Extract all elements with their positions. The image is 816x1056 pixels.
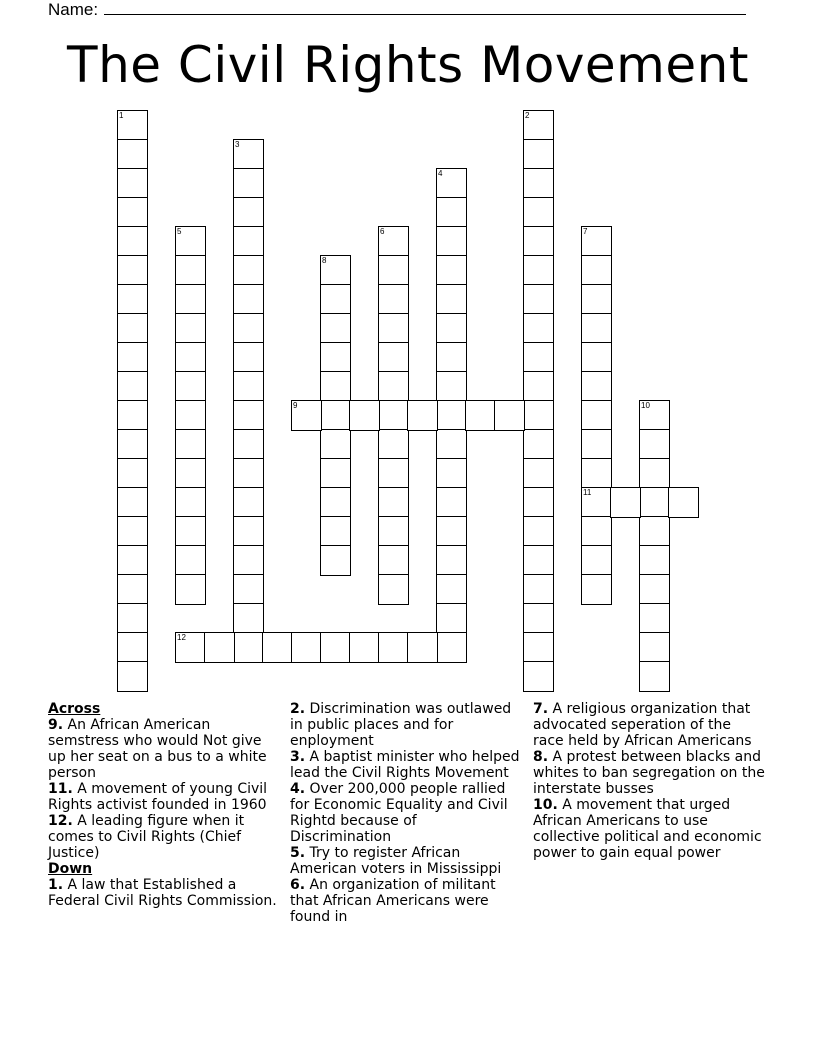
grid-cell[interactable] xyxy=(523,487,554,518)
grid-cell[interactable] xyxy=(117,458,148,489)
grid-cell[interactable] xyxy=(175,545,206,576)
grid-cell[interactable] xyxy=(581,574,612,605)
grid-cell[interactable] xyxy=(436,168,467,199)
clue-text: An organization of militant that African Americans were found in xyxy=(290,877,496,925)
grid-cell[interactable] xyxy=(378,487,409,518)
grid-cell[interactable] xyxy=(610,487,641,518)
clue-down-4 xyxy=(290,781,522,845)
grid-cell[interactable] xyxy=(436,226,467,257)
clue-number: 6. xyxy=(290,877,306,893)
grid-cell[interactable] xyxy=(320,313,351,344)
grid-cell[interactable] xyxy=(117,487,148,518)
grid-cell[interactable] xyxy=(581,284,612,315)
clue-column-1 xyxy=(48,701,280,909)
grid-cell[interactable] xyxy=(581,313,612,344)
grid-cell[interactable] xyxy=(523,661,554,692)
grid-cell[interactable] xyxy=(436,313,467,344)
grid-cell[interactable] xyxy=(378,632,409,663)
clue-down-10 xyxy=(533,797,765,861)
grid-cell[interactable] xyxy=(378,342,409,373)
clue-across-12 xyxy=(48,813,280,861)
clue-down-5 xyxy=(290,845,522,877)
grid-cell[interactable] xyxy=(175,226,206,257)
grid-cell[interactable] xyxy=(639,487,670,518)
clue-number: 1. xyxy=(48,877,64,893)
grid-cell[interactable] xyxy=(117,284,148,315)
grid-cell[interactable] xyxy=(378,226,409,257)
grid-cell[interactable] xyxy=(523,603,554,634)
clue-column-2 xyxy=(290,701,522,925)
across-heading: Across xyxy=(48,701,101,717)
grid-cell[interactable] xyxy=(436,458,467,489)
grid-cell[interactable] xyxy=(378,516,409,547)
grid-cell[interactable] xyxy=(378,429,409,460)
clue-number: 11. xyxy=(48,781,73,797)
grid-cell[interactable] xyxy=(668,487,699,518)
grid-cell[interactable] xyxy=(233,603,264,634)
clue-text: A movement that urged African Americans to use collective political and economic power to gain equal power xyxy=(533,797,762,861)
grid-cell[interactable] xyxy=(320,545,351,576)
grid-cell[interactable] xyxy=(320,371,351,402)
grid-cell[interactable] xyxy=(581,545,612,576)
grid-cell[interactable] xyxy=(175,429,206,460)
grid-cell[interactable] xyxy=(349,632,380,663)
grid-cell[interactable] xyxy=(436,516,467,547)
grid-cell[interactable] xyxy=(436,545,467,576)
grid-cell[interactable] xyxy=(581,516,612,547)
grid-cell[interactable] xyxy=(233,487,264,518)
clue-text: Discrimination was outlawed in public places and for enployment xyxy=(290,701,512,749)
cell-number: 6 xyxy=(380,227,385,236)
grid-cell[interactable] xyxy=(378,458,409,489)
grid-cell[interactable] xyxy=(378,255,409,286)
grid-cell[interactable] xyxy=(581,342,612,373)
clue-number: 5. xyxy=(290,845,306,861)
grid-cell[interactable] xyxy=(175,342,206,373)
grid-cell[interactable] xyxy=(262,632,293,663)
grid-cell[interactable] xyxy=(117,603,148,634)
grid-cell[interactable] xyxy=(523,226,554,257)
cell-number: 7 xyxy=(583,227,588,236)
grid-cell[interactable] xyxy=(378,313,409,344)
grid-cell[interactable] xyxy=(378,574,409,605)
grid-cell[interactable] xyxy=(639,545,670,576)
grid-cell[interactable] xyxy=(233,574,264,605)
grid-cell[interactable] xyxy=(175,487,206,518)
grid-cell[interactable] xyxy=(639,516,670,547)
grid-cell[interactable] xyxy=(233,139,264,170)
grid-cell[interactable] xyxy=(436,400,467,431)
grid-cell[interactable] xyxy=(117,342,148,373)
grid-cell[interactable] xyxy=(117,371,148,402)
grid-cell[interactable] xyxy=(117,400,148,431)
grid-cell[interactable] xyxy=(639,661,670,692)
grid-cell[interactable] xyxy=(291,632,322,663)
grid-cell[interactable] xyxy=(523,429,554,460)
cell-number: 8 xyxy=(322,256,327,265)
grid-cell[interactable] xyxy=(523,197,554,228)
grid-cell[interactable] xyxy=(175,516,206,547)
grid-cell[interactable] xyxy=(581,400,612,431)
grid-cell[interactable] xyxy=(407,400,438,431)
cell-number: 2 xyxy=(525,111,530,120)
grid-cell[interactable] xyxy=(320,516,351,547)
grid-cell[interactable] xyxy=(175,313,206,344)
grid-cell[interactable] xyxy=(639,429,670,460)
clue-number: 8. xyxy=(533,749,549,765)
clue-number: 4. xyxy=(290,781,306,797)
clue-number: 2. xyxy=(290,701,306,717)
grid-cell[interactable] xyxy=(175,632,206,663)
grid-cell[interactable] xyxy=(117,661,148,692)
grid-cell[interactable] xyxy=(233,197,264,228)
grid-cell[interactable] xyxy=(233,226,264,257)
page-title: The Civil Rights Movement xyxy=(67,36,749,94)
cell-number: 9 xyxy=(293,401,298,410)
grid-cell[interactable] xyxy=(175,400,206,431)
down-heading: Down xyxy=(48,861,93,877)
name-label: Name: xyxy=(48,0,99,19)
clue-number: 7. xyxy=(533,701,549,717)
grid-cell[interactable] xyxy=(523,168,554,199)
grid-cell[interactable] xyxy=(117,545,148,576)
grid-cell[interactable] xyxy=(378,545,409,576)
grid-cell[interactable] xyxy=(117,516,148,547)
grid-cell[interactable] xyxy=(117,168,148,199)
grid-cell[interactable] xyxy=(494,400,525,431)
grid-cell[interactable] xyxy=(523,632,554,663)
grid-cell[interactable] xyxy=(581,458,612,489)
grid-cell[interactable] xyxy=(117,139,148,170)
grid-cell[interactable] xyxy=(320,632,351,663)
grid-cell[interactable] xyxy=(320,255,351,286)
grid-cell[interactable] xyxy=(523,516,554,547)
grid-cell[interactable] xyxy=(175,574,206,605)
grid-cell[interactable] xyxy=(117,255,148,286)
grid-cell[interactable] xyxy=(523,313,554,344)
cell-number: 10 xyxy=(641,401,650,410)
grid-cell[interactable] xyxy=(436,284,467,315)
cell-number: 12 xyxy=(177,633,186,642)
grid-cell[interactable] xyxy=(117,574,148,605)
grid-cell[interactable] xyxy=(175,371,206,402)
grid-cell[interactable] xyxy=(320,284,351,315)
grid-cell[interactable] xyxy=(233,545,264,576)
clue-text: A leading figure when it comes to Civil Rights (Chief Justice) xyxy=(48,813,245,861)
grid-cell[interactable] xyxy=(320,400,351,431)
clue-down-8 xyxy=(533,749,765,797)
clue-down-1 xyxy=(48,877,280,909)
grid-cell[interactable] xyxy=(349,400,380,431)
clue-number: 12. xyxy=(48,813,73,829)
clue-down-7 xyxy=(533,701,765,749)
grid-cell[interactable] xyxy=(320,487,351,518)
grid-cell[interactable] xyxy=(233,371,264,402)
grid-cell[interactable] xyxy=(407,632,438,663)
grid-cell[interactable] xyxy=(639,458,670,489)
grid-cell[interactable] xyxy=(639,574,670,605)
grid-cell[interactable] xyxy=(291,400,322,431)
grid-cell[interactable] xyxy=(523,545,554,576)
grid-cell[interactable] xyxy=(233,284,264,315)
grid-cell[interactable] xyxy=(523,400,554,431)
grid-cell[interactable] xyxy=(117,197,148,228)
grid-cell[interactable] xyxy=(465,400,496,431)
clue-text: A religious organization that advocated seperation of the race held by African Americans xyxy=(533,701,752,749)
name-field xyxy=(48,0,746,20)
grid-cell[interactable] xyxy=(523,110,554,141)
cell-number: 11 xyxy=(583,488,592,497)
grid-cell[interactable] xyxy=(523,371,554,402)
grid-cell[interactable] xyxy=(523,284,554,315)
clue-text: Over 200,000 people rallied for Economic Equality and Civil Rightd because of Discrimination xyxy=(290,781,508,845)
grid-cell[interactable] xyxy=(320,342,351,373)
grid-cell[interactable] xyxy=(523,139,554,170)
grid-cell[interactable] xyxy=(581,371,612,402)
grid-cell[interactable] xyxy=(233,632,264,663)
grid-cell[interactable] xyxy=(581,226,612,257)
grid-cell[interactable] xyxy=(436,429,467,460)
grid-cell[interactable] xyxy=(320,458,351,489)
grid-cell[interactable] xyxy=(320,429,351,460)
clue-text: Try to register African American voters in Mississippi xyxy=(290,845,502,877)
clue-number: 10. xyxy=(533,797,558,813)
grid-cell[interactable] xyxy=(436,603,467,634)
clue-text: An African American semstress who would Not give up her seat on a bus to a white person xyxy=(48,717,267,781)
grid-cell[interactable] xyxy=(233,313,264,344)
grid-cell[interactable] xyxy=(378,400,409,431)
grid-cell[interactable] xyxy=(233,429,264,460)
grid-cell[interactable] xyxy=(175,284,206,315)
clue-down-2 xyxy=(290,701,522,749)
grid-cell[interactable] xyxy=(233,400,264,431)
grid-cell[interactable] xyxy=(233,342,264,373)
grid-cell[interactable] xyxy=(175,255,206,286)
name-underline[interactable] xyxy=(104,0,746,15)
grid-cell[interactable] xyxy=(378,371,409,402)
grid-cell[interactable] xyxy=(436,255,467,286)
clue-column-3 xyxy=(533,701,765,861)
cell-number: 5 xyxy=(177,227,182,236)
grid-cell[interactable] xyxy=(581,429,612,460)
grid-cell[interactable] xyxy=(117,313,148,344)
grid-cell[interactable] xyxy=(117,429,148,460)
grid-cell[interactable] xyxy=(204,632,235,663)
clue-across-11 xyxy=(48,781,280,813)
grid-cell[interactable] xyxy=(233,458,264,489)
clue-text: A baptist minister who helped lead the Civil Rights Movement xyxy=(290,749,520,781)
cell-number: 3 xyxy=(235,140,240,149)
grid-cell[interactable] xyxy=(581,255,612,286)
grid-cell[interactable] xyxy=(436,487,467,518)
clue-across-9 xyxy=(48,717,280,781)
grid-cell[interactable] xyxy=(117,110,148,141)
grid-cell[interactable] xyxy=(378,284,409,315)
grid-cell[interactable] xyxy=(233,516,264,547)
grid-cell[interactable] xyxy=(117,632,148,663)
grid-cell[interactable] xyxy=(523,574,554,605)
clue-down-6 xyxy=(290,877,522,925)
cell-number: 1 xyxy=(119,111,124,120)
grid-cell[interactable] xyxy=(639,632,670,663)
clue-number: 3. xyxy=(290,749,306,765)
grid-cell[interactable] xyxy=(523,255,554,286)
grid-cell[interactable] xyxy=(233,255,264,286)
cell-number: 4 xyxy=(438,169,443,178)
grid-cell[interactable] xyxy=(523,342,554,373)
grid-cell[interactable] xyxy=(436,197,467,228)
grid-cell[interactable] xyxy=(436,632,467,663)
clue-text: A movement of young Civil Rights activist founded in 1960 xyxy=(48,781,268,813)
grid-cell[interactable] xyxy=(581,487,612,518)
clue-text: A protest between blacks and whites to ban segregation on the interstate busses xyxy=(533,749,765,797)
grid-cell[interactable] xyxy=(639,400,670,431)
clue-number: 9. xyxy=(48,717,64,733)
grid-cell[interactable] xyxy=(117,226,148,257)
grid-cell[interactable] xyxy=(639,603,670,634)
clue-text: A law that Established a Federal Civil Rights Commission. xyxy=(48,877,277,909)
grid-cell[interactable] xyxy=(436,574,467,605)
grid-cell[interactable] xyxy=(436,342,467,373)
grid-cell[interactable] xyxy=(175,458,206,489)
grid-cell[interactable] xyxy=(233,168,264,199)
grid-cell[interactable] xyxy=(523,458,554,489)
grid-cell[interactable] xyxy=(436,371,467,402)
clue-down-3 xyxy=(290,749,522,781)
